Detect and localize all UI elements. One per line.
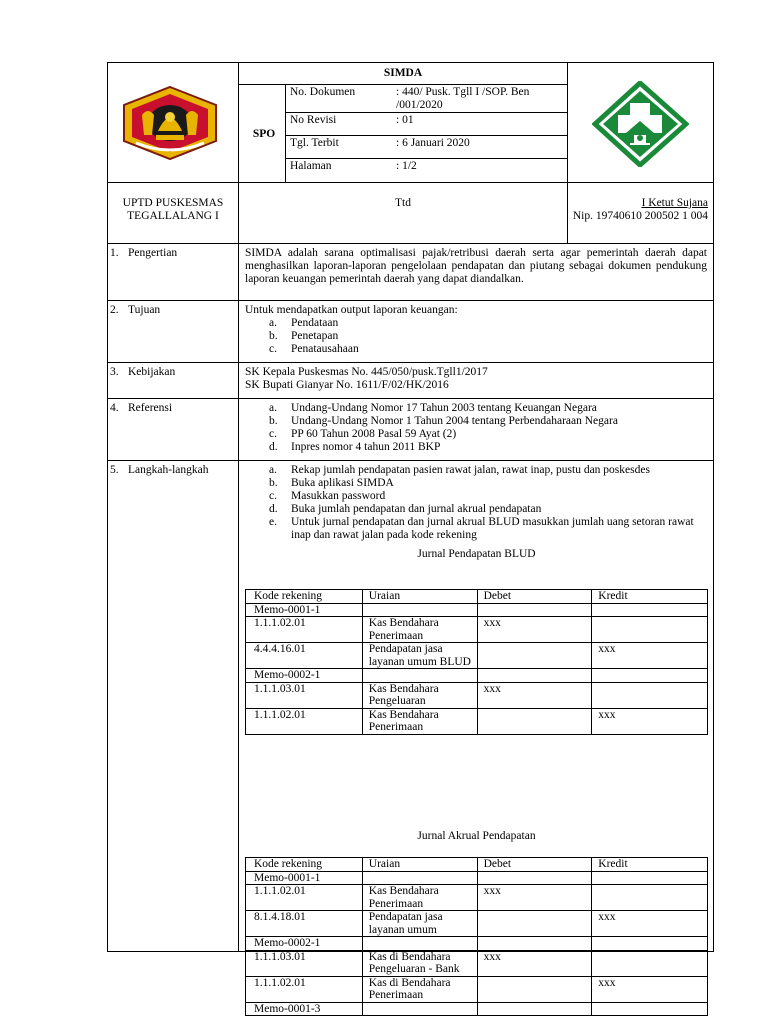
referensi-list <box>245 402 707 454</box>
meta-tgl-terbit <box>286 136 567 159</box>
section-langkah <box>108 461 713 1015</box>
signer-name: I Ketut Sujana <box>641 197 708 209</box>
table-cell: 1.1.1.02.01 <box>246 617 363 643</box>
table-cell: 1.1.1.02.01 <box>246 976 363 1002</box>
meta-key: Halaman <box>290 160 332 172</box>
meta-value: : 440/ Pusk. Tgll I /SOP. Ben /001/2020 <box>396 86 530 111</box>
table-cell <box>592 617 708 643</box>
table-row <box>246 617 708 643</box>
table-cell <box>477 871 592 885</box>
langkah-list <box>245 464 707 542</box>
table-row <box>246 937 708 951</box>
table-cell: Memo-0001-1 <box>246 871 363 885</box>
section-pengertian <box>108 244 713 301</box>
table-cell: Memo-0001-3 <box>246 1002 363 1016</box>
list-item: a. Pendataan <box>269 317 339 329</box>
table-row <box>246 976 708 1002</box>
sop-document <box>107 62 714 1015</box>
table-header-row <box>246 858 708 872</box>
jurnal-pendapatan-table <box>245 589 708 735</box>
section-label: 2. Tujuan <box>110 304 161 316</box>
table-cell <box>592 871 708 885</box>
table-cell <box>592 885 708 911</box>
table2-caption: Jurnal Akrual Pendapatan <box>417 830 536 842</box>
section-tujuan <box>108 301 713 363</box>
section-label: 4. Referensi <box>110 402 173 414</box>
list-item: b. Buka aplikasi SIMDA <box>269 477 394 489</box>
meta-no-revisi <box>286 113 567 136</box>
section-kebijakan <box>108 363 713 399</box>
table-row <box>246 950 708 976</box>
ttd-signature: Ttd <box>395 197 411 209</box>
list-item: e. Untuk jurnal pendapatan dan jurnal akrual BLUD masukkan jumlah uang setoran rawat inap dan rawat jalan pada kode rekening <box>269 516 694 541</box>
section-referensi <box>108 399 713 461</box>
table-row <box>246 682 708 708</box>
section-label: 3. Kebijakan <box>110 366 176 378</box>
jurnal-akrual-table <box>245 857 708 1016</box>
table-header-cell: Kredit <box>592 590 708 604</box>
table-cell <box>362 937 477 951</box>
table-cell <box>477 669 592 683</box>
list-item: b. Undang-Undang Nomor 1 Tahun 2004 tentang Perbendaharaan Negara <box>269 415 618 427</box>
signer-block <box>568 197 712 223</box>
table-row <box>246 1002 708 1016</box>
table-cell <box>477 911 592 937</box>
table-cell <box>477 708 592 734</box>
section-text: SIMDA adalah sarana optimalisasi pajak/retribusi daerah serta agar pemerintah daerah dapat menghasilkan laporan-laporan pengelolaan pendapatan dan piutang sebagai dokumen pendukung laporan keuangan pemerintah daerah yang dapat diandalkan. <box>245 247 707 285</box>
table-cell <box>477 1002 592 1016</box>
table-cell: Pendapatan jasa layanan umum BLUD <box>362 643 477 669</box>
list-item: a. Undang-Undang Nomor 17 Tahun 2003 tentang Keuangan Negara <box>269 402 597 414</box>
puskesmas-logo-icon <box>592 81 689 167</box>
table-cell: Kas di Bendahara Pengeluaran - Bank <box>362 950 477 976</box>
list-item: c. Masukkan password <box>269 490 386 502</box>
table-cell: Kas Bendahara Penerimaan <box>362 708 477 734</box>
table-cell: xxx <box>592 708 708 734</box>
table-cell <box>592 950 708 976</box>
table-cell <box>477 937 592 951</box>
table-cell: 8.1.4.18.01 <box>246 911 363 937</box>
meta-no-dokumen <box>286 85 567 113</box>
table-row <box>246 708 708 734</box>
table-row <box>246 643 708 669</box>
table-row <box>246 603 708 617</box>
table-header-cell: Debet <box>477 590 592 604</box>
table-cell <box>592 603 708 617</box>
list-item: c. Penatausahaan <box>269 343 359 355</box>
meta-key: No Revisi <box>290 114 337 126</box>
table-cell: xxx <box>592 976 708 1002</box>
table-header-cell: Debet <box>477 858 592 872</box>
section-body: SK Kepala Puskesmas No. 445/050/pusk.Tgll1/2017 SK Bupati Gianyar No. 1611/F/02/HK/2016 <box>245 366 488 391</box>
table-cell: xxx <box>477 885 592 911</box>
table-row <box>246 911 708 937</box>
table-header-cell: Uraian <box>362 590 477 604</box>
table1-caption: Jurnal Pendapatan BLUD <box>417 548 536 560</box>
table-row <box>246 871 708 885</box>
meta-halaman <box>286 159 567 183</box>
table-cell: 1.1.1.03.01 <box>246 950 363 976</box>
list-item: c. PP 60 Tahun 2008 Pasal 59 Ayat (2) <box>269 428 457 440</box>
table-cell <box>477 643 592 669</box>
signer-nip: Nip. 19740610 200502 1 004 <box>572 210 708 222</box>
table-header-cell: Kode rekening <box>246 590 363 604</box>
table-cell: xxx <box>592 643 708 669</box>
meta-value: : 1/2 <box>396 160 417 172</box>
table-cell: 1.1.1.02.01 <box>246 885 363 911</box>
meta-value: : 6 Januari 2020 <box>396 137 470 149</box>
section-body: Untuk mendapatkan output laporan keuangan: a. Pendataan b. Penetapan c. Penatausahaan <box>245 304 707 356</box>
table-cell: 4.4.4.16.01 <box>246 643 363 669</box>
document-title: SIMDA <box>239 63 567 85</box>
table-cell <box>477 603 592 617</box>
table-cell <box>477 976 592 1002</box>
signature-row <box>108 183 713 244</box>
table-cell: Kas Bendahara Pengeluaran <box>362 682 477 708</box>
table-cell: xxx <box>477 950 592 976</box>
section-body <box>245 464 707 542</box>
list-item: d. Buka jumlah pendapatan dan jurnal akrual pendapatan <box>269 503 542 515</box>
table-cell <box>362 669 477 683</box>
table-cell: xxx <box>477 682 592 708</box>
meta-key: Tgl. Terbit <box>290 137 339 149</box>
table-cell: Memo-0002-1 <box>246 669 363 683</box>
table-cell <box>592 937 708 951</box>
table-cell: xxx <box>477 617 592 643</box>
table-cell: 1.1.1.03.01 <box>246 682 363 708</box>
table-cell: Pendapatan jasa layanan umum <box>362 911 477 937</box>
table-cell: 1.1.1.02.01 <box>246 708 363 734</box>
section-body <box>245 402 707 454</box>
table-cell <box>362 603 477 617</box>
table-cell: xxx <box>592 911 708 937</box>
organization-name: UPTD PUSKESMAS TEGALLALANG I <box>122 197 224 222</box>
meta-value: : 01 <box>396 114 414 126</box>
table-cell <box>362 871 477 885</box>
table-cell: Kas Bendahara Penerimaan <box>362 617 477 643</box>
table-header-row <box>246 590 708 604</box>
document-header <box>108 63 713 183</box>
table-header-cell: Uraian <box>362 858 477 872</box>
list-item: d. Inpres nomor 4 tahun 2011 BKP <box>269 441 441 453</box>
table-cell: Memo-0002-1 <box>246 937 363 951</box>
table-header-cell: Kredit <box>592 858 708 872</box>
gianyar-regency-emblem-icon <box>118 85 222 161</box>
table-cell <box>592 682 708 708</box>
table-row <box>246 669 708 683</box>
tujuan-list <box>245 317 707 356</box>
table-cell: Memo-0001-1 <box>246 603 363 617</box>
section-label: 5. Langkah-langkah <box>110 464 209 476</box>
list-item: b. Penetapan <box>269 330 339 342</box>
table-cell: Kas di Bendahara Penerimaan <box>362 976 477 1002</box>
table-header-cell: Kode rekening <box>246 858 363 872</box>
table-cell <box>362 1002 477 1016</box>
table-cell <box>592 669 708 683</box>
table-cell: Kas Bendahara Penerimaan <box>362 885 477 911</box>
spo-label: SPO <box>239 85 286 183</box>
section-label: 1. Pengertian <box>110 247 178 259</box>
table-cell <box>592 1002 708 1016</box>
meta-key: No. Dokumen <box>290 86 356 98</box>
table-row <box>246 885 708 911</box>
list-item: a. Rekap jumlah pendapatan pasien rawat jalan, rawat inap, pustu dan poskesdes <box>269 464 650 476</box>
